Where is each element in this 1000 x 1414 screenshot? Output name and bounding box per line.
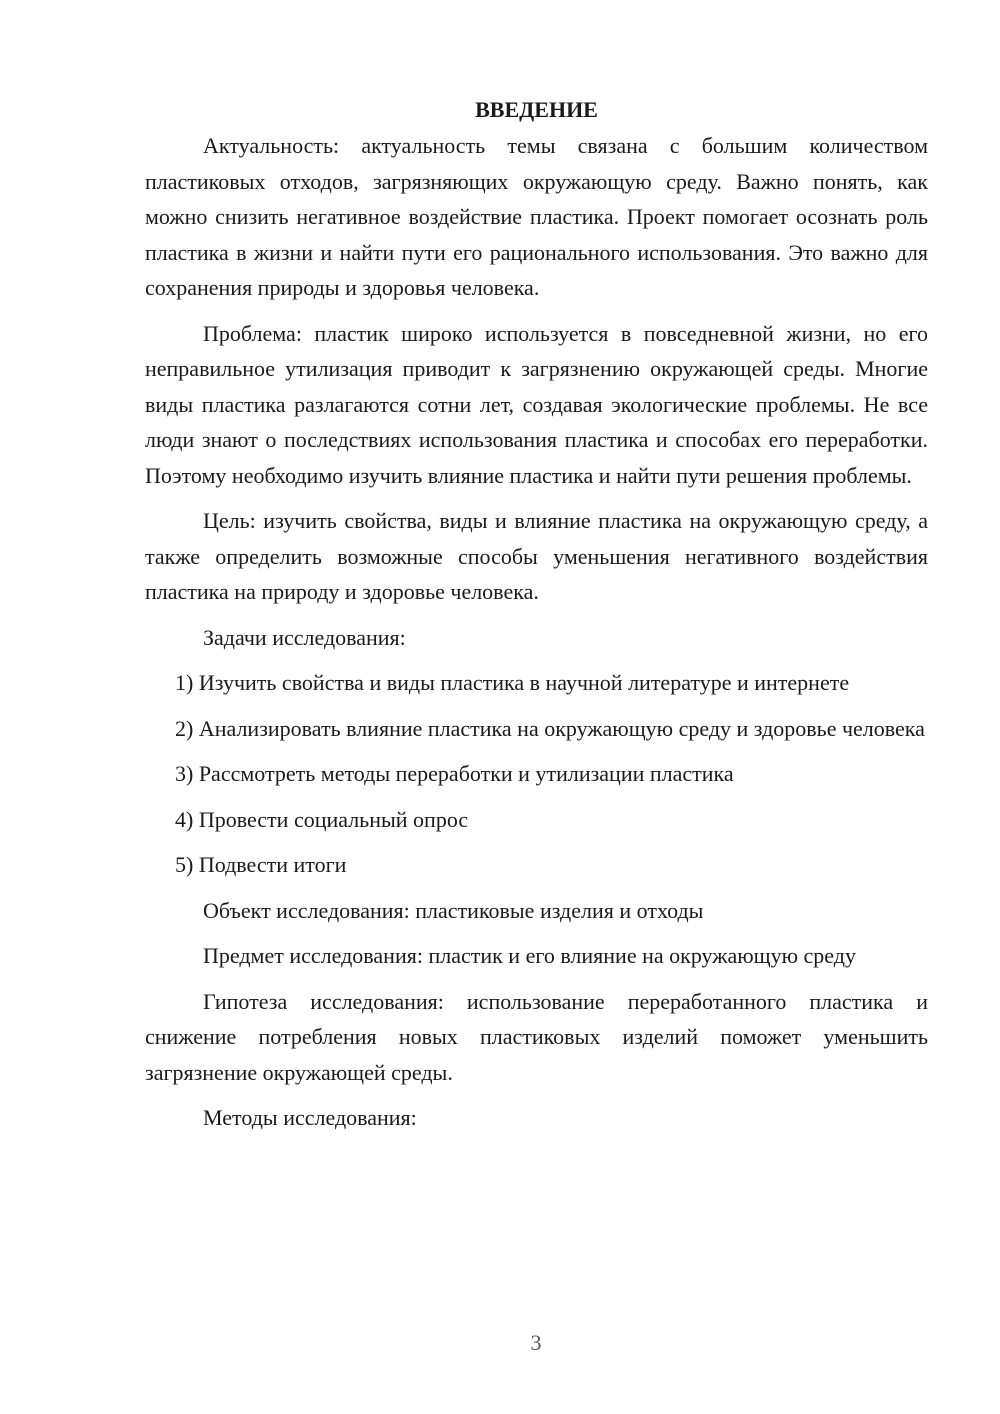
object-paragraph: Объект исследования: пластиковые изделия и отходы bbox=[203, 897, 704, 923]
list-item: 4) Провести социальный опрос bbox=[175, 806, 469, 832]
page-title: ВВЕДЕНИЕ bbox=[475, 97, 598, 122]
hypothesis-paragraph: Гипотеза исследования: использование переработанного пластика и снижение потребления новых пластиковых изделий поможет уменьшить загрязнение окружающей среды. bbox=[145, 988, 928, 1085]
tasks-list bbox=[145, 665, 928, 883]
page-number: 3 bbox=[530, 1330, 542, 1355]
tasks-heading: Задачи исследования: bbox=[203, 624, 406, 650]
goal-paragraph: Цель: изучить свойства, виды и влияние пластика на окружающую среду, а также определить возможные способы уменьшения негативного воздействия пластика на природу и здоровье человека. bbox=[145, 508, 928, 604]
list-item: 2) Анализировать влияние пластика на окружающую среду и здоровье человека bbox=[175, 715, 925, 741]
relevance-paragraph: Актуальность: актуальность темы связана с большим количеством пластиковых отходов, загрязняющих окружающую среду. Важно понять, как можно снизить негативное воздействие пластика. Проект помогает осознать роль пластика в жизни и найти пути его рационального использования. Это важно для сохранения природы и здоровья человека. bbox=[145, 133, 928, 300]
problem-paragraph: Проблема: пластик широко используется в повседневной жизни, но его неправильное утилизация приводит к загрязнению окружающей среды. Многие виды пластика разлагаются сотни лет, создавая экологические проблемы. Не все люди знают о последствиях использования пластика и способах его переработки. Поэтому необходимо изучить влияние пластика и найти пути решения проблемы. bbox=[145, 320, 928, 488]
list-item: 5) Подвести итоги bbox=[175, 852, 347, 877]
list-item: 1) Изучить свойства и виды пластика в научной литературе и интернете bbox=[175, 670, 850, 695]
methods-heading: Методы исследования: bbox=[203, 1105, 417, 1130]
list-item: 3) Рассмотреть методы переработки и утилизации пластика bbox=[175, 761, 734, 786]
subject-paragraph: Предмет исследования: пластик и его влияние на окружающую среду bbox=[203, 943, 856, 968]
document-page bbox=[145, 92, 928, 1146]
